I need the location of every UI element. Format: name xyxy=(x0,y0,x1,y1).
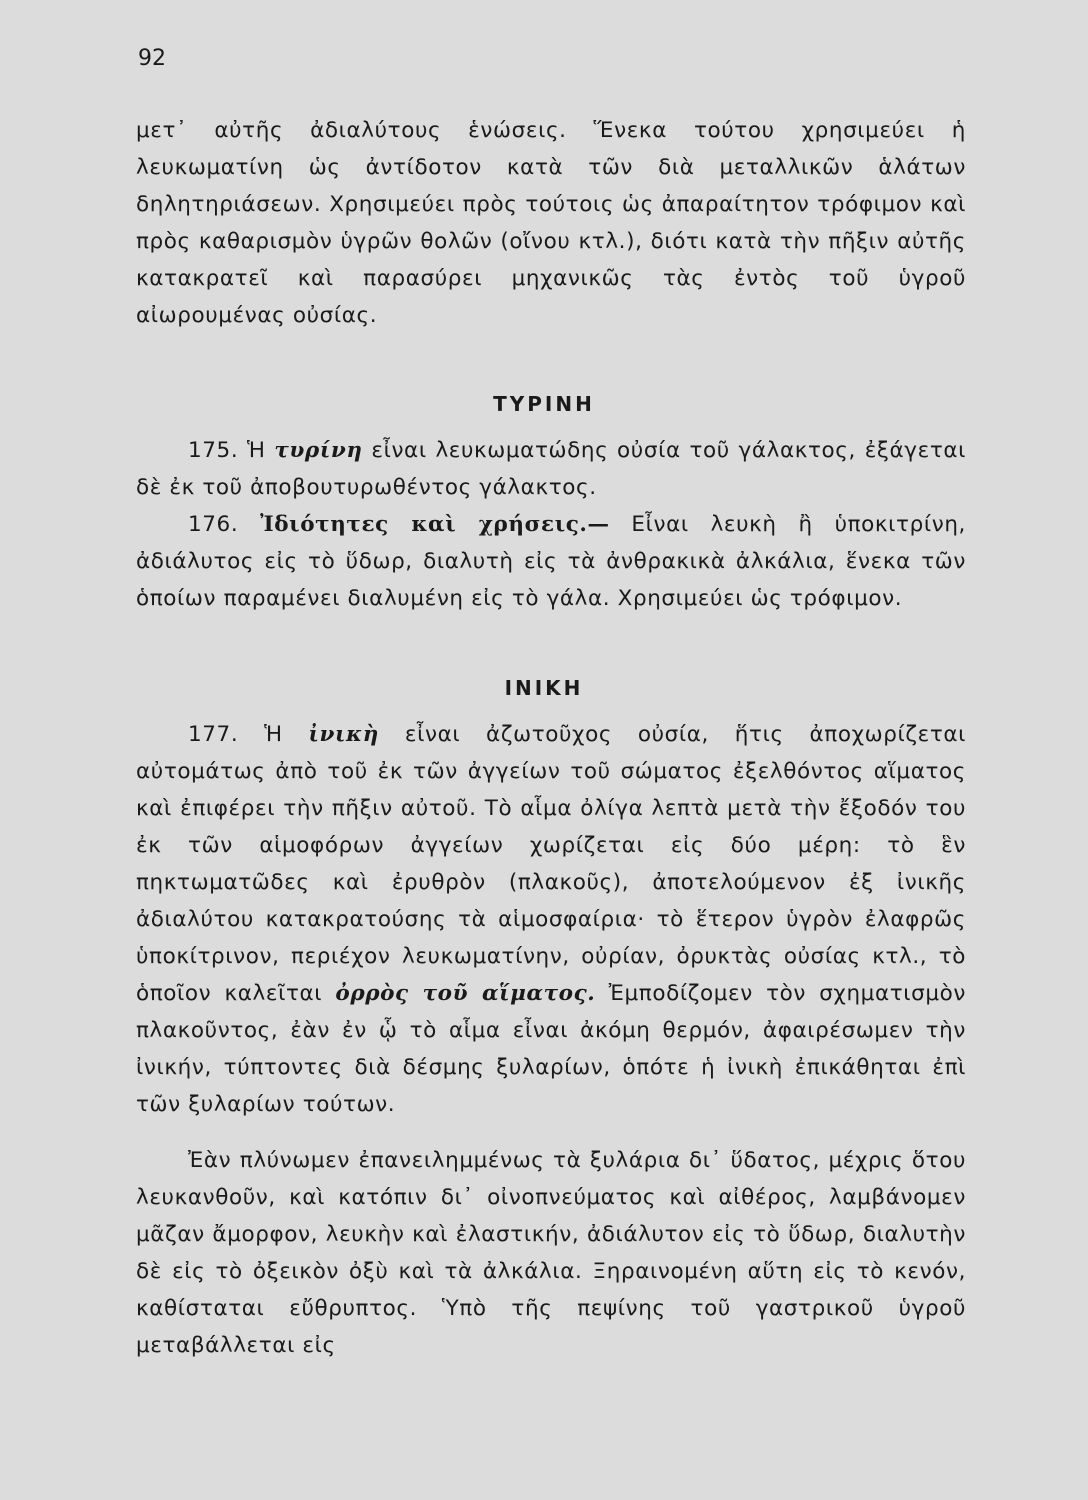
paragraph-177 xyxy=(136,716,966,1123)
term-iniki: ἰνικὴ xyxy=(308,722,380,747)
intro-paragraph: μετ᾽ αὐτῆς ἀδιαλύτους ἑνώσεις. Ἕνεκα τούτου χρησιμεύει ἡ λευκωματίνη ὡς ἀντίδοτον κατὰ τῶν διὰ μεταλλικῶν ἁλάτων δηλητηριάσεων. Χρησιμεύει πρὸς τούτοις ὡς ἀπαραίτητον τρόφιμον καὶ πρὸς καθαρισμὸν ὑγρῶν θολῶν (οἴνου κτλ.), διότι κατὰ τὴν πῆξιν αὐτῆς κατακρατεῖ καὶ παρασύρει μηχανικῶς τὰς ἐντὸς τοῦ ὑγροῦ αἰωρουμένας οὐσίας. xyxy=(136,118,966,328)
paragraph-title: Ἰδιότητες καὶ χρήσεις.— xyxy=(260,512,610,537)
paragraph-176 xyxy=(136,506,966,617)
paragraph-body: Ἐὰν πλύνωμεν ἐπανειλημμένως τὰ ξυλάρια δι᾽ ὕδατος, μέχρις ὅτου λευκανθοῦν, καὶ κατόπιν δι᾽ οἰνοπνεύματος καὶ αἰθέρος, λαμβάνομεν μᾶζαν ἄμορφον, λευκὴν καὶ ἐλαστικήν, ἀδιάλυτον εἰς τὸ ὕδωρ, διαλυτὴν δὲ εἰς τὸ ὀξεικὸν ὀξὺ καὶ τὰ ἀλκάλια. Ξηραινομένη αὕτη εἰς τὸ κενόν, καθίσταται εὔθρυπτος. Ὑπὸ τῆς πεψίνης τοῦ γαστρικοῦ ὑγροῦ μεταβάλλεται εἰς xyxy=(136,1148,966,1358)
paragraph-number: 176. xyxy=(188,512,239,537)
page-number: 92 xyxy=(138,46,166,71)
paragraph-number: 177. xyxy=(188,722,239,747)
term-serum: ὀρρὸς τοῦ αἵματος. xyxy=(335,981,596,1006)
article: Ἡ xyxy=(264,722,283,747)
section-heading-iniki: ΙΝΙΚΗ xyxy=(504,676,584,700)
paragraph-body: εἶναι ἀζωτοῦχος οὐσία, ἥτις ἀποχωρίζεται αὐτομάτως ἀπὸ τοῦ ἐκ τῶν ἀγγείων τοῦ σώματος ἐξελθόντος αἵματος καὶ ἐπιφέρει τὴν πῆξιν αὐτοῦ. Τὸ αἷμα ὀλίγα λεπτὰ μετὰ τὴν ἔξοδόν του ἐκ τῶν αἱμοφόρων ἀγγείων χωρίζεται εἰς δύο μέρη: τὸ ἓν πηκτωματῶδες καὶ ἐρυθρὸν (πλακοῦς), ἀποτελούμενον ἐξ ἰνικῆς ἀδιαλύτου κατακρατούσης τὰ αἱμοσφαίρια· τὸ ἕτερον ὑγρὸν ἐλαφρῶς ὑποκίτρινον, περιέχον λευκωματίνην, οὐρίαν, ὀρυκτὰς οὐσίας κτλ., τὸ ὁποῖον καλεῖται xyxy=(136,722,967,1006)
paragraph-body: εἶναι λευκωματώδης οὐσία τοῦ γάλακτος, ἐξάγεται δὲ ἐκ τοῦ ἀποβουτυρωθέντος γάλακτος. xyxy=(136,438,967,500)
final-paragraph xyxy=(136,1142,966,1364)
paragraph-body-continued: Ἐμποδίζομεν τὸν σχηματισμὸν πλακοῦντος, ἐὰν ἐν ᾧ τὸ αἷμα εἶναι ἀκόμη θερμόν, ἀφαιρέσωμεν τὴν ἰνικήν, τύπτοντες διὰ δέσμης ξυλαρίων, ὁπότε ἡ ἰνικὴ ἐπικάθηται ἐπὶ τῶν ξυλαρίων τούτων. xyxy=(136,981,967,1117)
paragraph-175 xyxy=(136,432,966,506)
term-tyrini: τυρίνη xyxy=(274,438,363,463)
section-heading-tyrini: ΤΥΡΙΝΗ xyxy=(493,392,595,416)
article: Ἡ xyxy=(247,438,266,463)
paragraph-body: Εἶναι λευκὴ ἢ ὑποκιτρίνη, ἀδιάλυτος εἰς τὸ ὕδωρ, διαλυτὴ εἰς τὰ ἀνθρακικὰ ἀλκάλια, ἕνεκα τῶν ὁποίων παραμένει διαλυμένη εἰς τὸ γάλα. Χρησιμεύει ὡς τρόφιμον. xyxy=(136,512,966,611)
paragraph-number: 175. xyxy=(188,438,239,463)
